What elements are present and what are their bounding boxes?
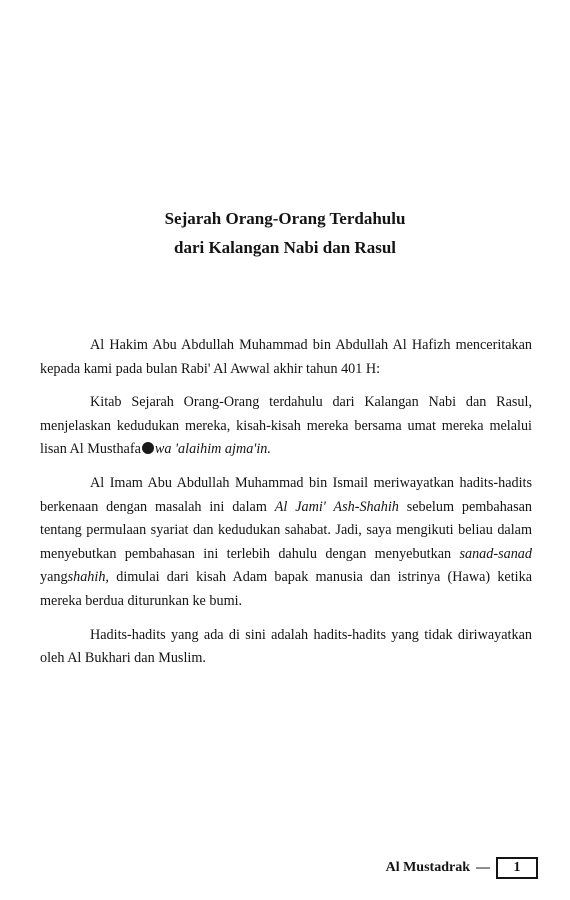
paragraph-2 (40, 391, 532, 462)
term-sanad: sanad-sanad (459, 545, 532, 562)
paragraph-4-text: Hadits-hadits yang ada di sini adalah hadits-hadits yang tidak diriwayatkan oleh Al Bukhari dan Muslim. (40, 626, 532, 667)
running-title: Al Mustadrak (385, 860, 470, 875)
paragraph-1 (40, 334, 532, 381)
book-title-reference: Al Jami' Ash-Shahih (274, 498, 399, 515)
paragraph-2-honorific: wa 'alaihim ajma'in. (154, 441, 271, 458)
footer-separator: — (476, 860, 490, 875)
chapter-title (0, 204, 570, 262)
honorific-seal-icon (142, 442, 154, 454)
page-footer (386, 857, 538, 879)
term-shahih: shahih, (67, 569, 109, 586)
paragraph-2-text: Kitab Sejarah Orang-Orang terdahulu dari Kalangan Nabi dan Rasul, menjelaskan kedudukan mereka, kisah-kisah mereka bersama umat mereka melalui lisan Al Musthafa (40, 394, 532, 458)
chapter-title-line-2: dari Kalangan Nabi dan Rasul (173, 238, 396, 257)
paragraph-3 (40, 472, 532, 614)
page-number: 1 (496, 857, 538, 879)
body-text (40, 334, 532, 681)
paragraph-4 (40, 624, 532, 671)
paragraph-3-text-e: yang (40, 569, 68, 586)
chapter-title-line-1: Sejarah Orang-Orang Terdahulu (164, 209, 406, 228)
paragraph-3-text-a: Al Imam Abu Abdullah Muhammad bin Ismail meriwayatkan hadits-hadits berkenaan dengan masalah ini dalam (40, 474, 532, 515)
paragraph-3-text-g: dimulai dari kisah Adam bapak manusia dan istrinya (Hawa) ketika mereka berdua diturunkan ke bumi. (40, 569, 532, 609)
paragraph-1-text: Al Hakim Abu Abdullah Muhammad bin Abdullah Al Hafizh menceritakan kepada kami pada bulan Rabi' Al Awwal akhir tahun 401 H: (40, 337, 532, 377)
paragraph-3-text-c: sebelum pembahasan tentang permulaan syariat dan kedudukan sahabat. Jadi, saya mengikuti beliau dalam menyebutkan pembahasan ini terlebih dahulu dengan menyebutkan (40, 498, 532, 562)
